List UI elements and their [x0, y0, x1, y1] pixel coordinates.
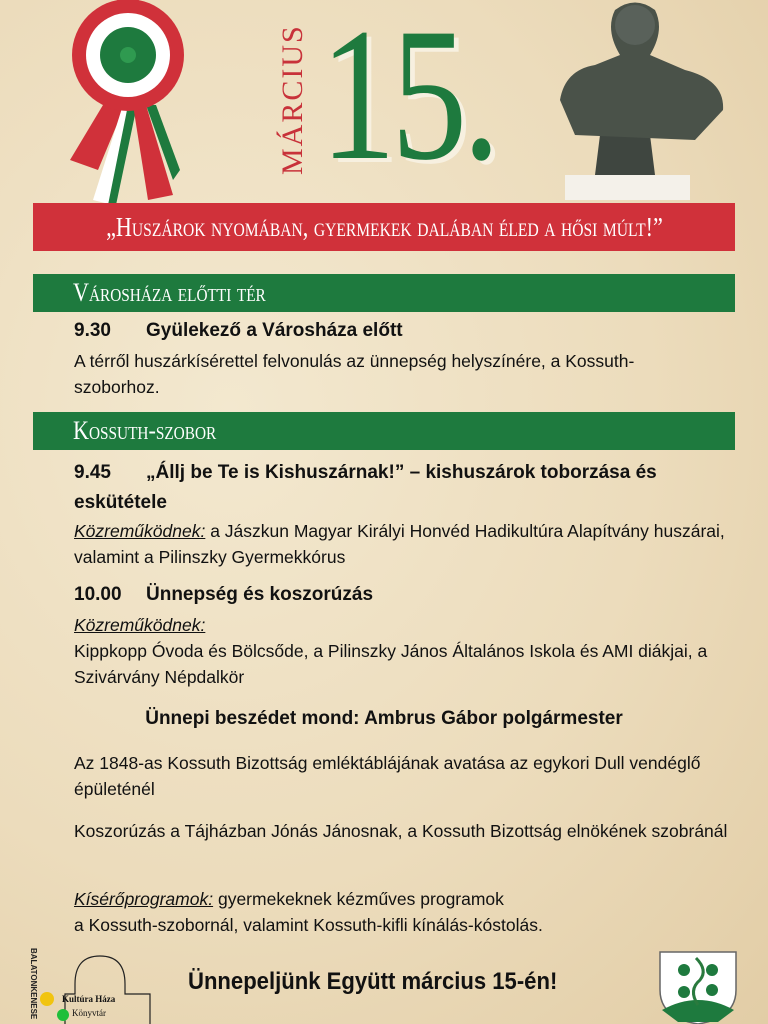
logo-line-2: Könyvtár	[72, 1008, 106, 1018]
side-programs-text-2: a Kossuth-szobornál, valamint Kossuth-kifli kínálás-kóstolás.	[74, 915, 543, 935]
event-3-performers: Kippkopp Óvoda és Bölcsőde, a Pilinszky János Általános Iskola és AMI diákjai, a Szivárvány Népdalkör	[74, 641, 708, 687]
section-header-varoshaza	[33, 274, 735, 312]
footer-slogan: Ünnepeljünk Együtt március 15-én!	[188, 968, 558, 995]
event-time: 9.30	[74, 320, 111, 341]
performers-text: a Jászkun Magyar Királyi Honvéd Hadikultúra Alapítvány huszárai, valamint a Pilinszky Gyermekkórus	[74, 521, 725, 567]
speech-line: Ünnepi beszédet mond: Ambrus Gábor polgármester	[145, 708, 623, 729]
section-header-kossuth-szobor	[33, 412, 735, 450]
motto-text: „Huszárok nyomában, gyermekek dalában éled a hősi múlt!”	[105, 211, 663, 242]
side-programs-label: Kísérőprogramok:	[74, 889, 214, 909]
side-programs-text: gyermekeknek kézműves programok	[217, 889, 504, 909]
event-time: 9.45	[74, 462, 111, 483]
event-1-description: A térről huszárkísérettel felvonulás az ünnepség helyszínére, a Kossuth-szoborhoz.	[74, 351, 635, 397]
section-title: Városháza előtti tér	[73, 278, 266, 307]
side-programs	[74, 886, 744, 938]
section-title: Kossuth-szobor	[73, 416, 217, 445]
logo-line-1: Kultúra Háza	[62, 994, 116, 1004]
event-2-heading	[74, 458, 744, 518]
green-dot-icon	[57, 1009, 69, 1021]
event-title: Ünnepség és koszorúzás	[146, 584, 374, 605]
event-title: „Állj be Te is Kishuszárnak!” – kishuszárok toborzása és eskütétele	[74, 462, 657, 513]
event-3-performers-label: Közreműködnek:	[74, 615, 206, 635]
kossuth-bust-image	[555, 0, 730, 200]
event-2-performers	[74, 518, 744, 570]
coat-of-arms-icon	[658, 950, 738, 1024]
logo-vertical-text: BALATONKENESE	[29, 948, 38, 1020]
day-number: 15.	[320, 0, 496, 200]
event-title: Gyülekező a Városháza előtt	[146, 320, 403, 341]
wreath-paragraph: Koszorúzás a Tájházban Jónás Jánosnak, a Kossuth Bizottság elnökének szobránál	[74, 821, 728, 841]
month-label: MÁRCIUS	[276, 24, 309, 176]
yellow-dot-icon	[40, 992, 54, 1006]
event-3-heading	[74, 582, 744, 608]
motto-banner	[33, 203, 735, 251]
kultura-haza-logo	[28, 948, 160, 1024]
event-1-heading	[74, 318, 744, 344]
performers-label: Közreműködnek:	[74, 521, 206, 541]
event-time: 10.00	[74, 584, 122, 605]
cockade-rosette-icon	[68, 0, 188, 205]
plaque-paragraph: Az 1848-as Kossuth Bizottság emléktáblájának avatása az egykori Dull vendéglő épületénél	[74, 753, 701, 799]
